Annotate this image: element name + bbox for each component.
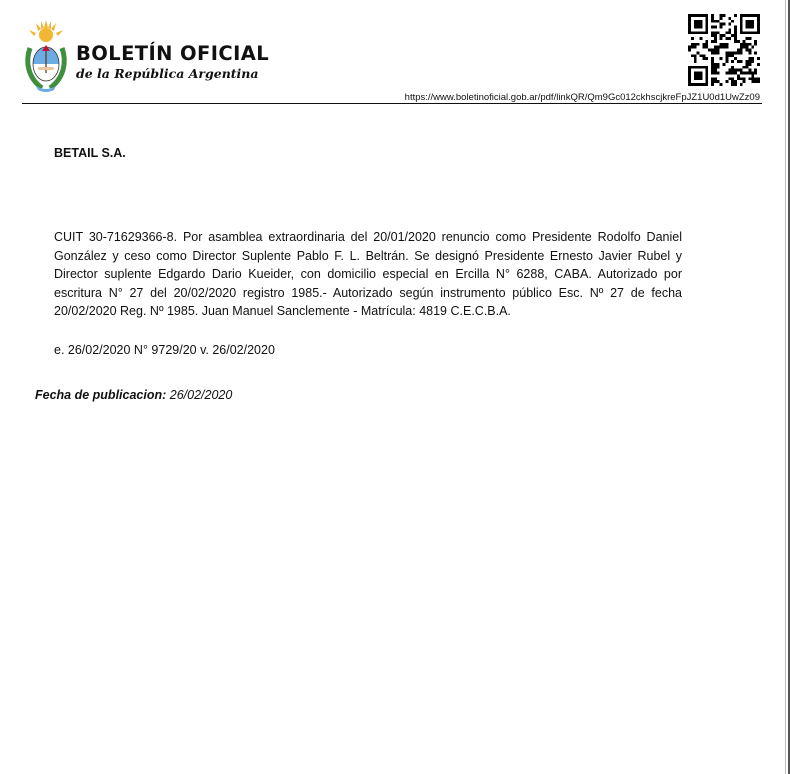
publication-date-line [35,388,232,402]
document-url[interactable]: https://www.boletinoficial.gob.ar/pdf/linkQR/Qm9Gc012ckhscjkreFpJZ1U0d1UwZz09 [404,92,760,103]
publication-date-value: 26/02/2020 [169,388,233,402]
qr-code-icon[interactable] [688,14,760,86]
masthead-subtitle: de la República Argentina [76,66,259,81]
notice-body: CUIT 30-71629366-8. Por asamblea extraordinaria del 20/01/2020 renuncio como Presidente Rodolfo Daniel González y ceso como Director Suplente Pablo F. L. Beltrán. Se designó Presidente Ernesto Javier Rubel y Director suplente Edgardo Dario Kueider, con domicilio especial en Ercilla N° 6288, CABA. Autorizado por escritura N° 27 del 20/02/2020 registro 1985.- Autorizado según instrumento público Esc. Nº 27 de fecha 20/02/2020 Reg. Nº 1985. Juan Manuel Sanclemente - Matrícula: 4819 C.E.C.B.A. [54,230,682,319]
company-name: BETAIL S.A. [54,146,126,160]
edition-line: e. 26/02/2020 N° 9729/20 v. 26/02/2020 [54,343,275,357]
header-divider [22,103,762,104]
publication-date-label: Fecha de publicacion: [35,388,167,402]
coat-of-arms-icon [22,18,70,94]
page-edge-inner [785,0,786,774]
masthead-title: BOLETÍN OFICIAL [76,42,270,65]
